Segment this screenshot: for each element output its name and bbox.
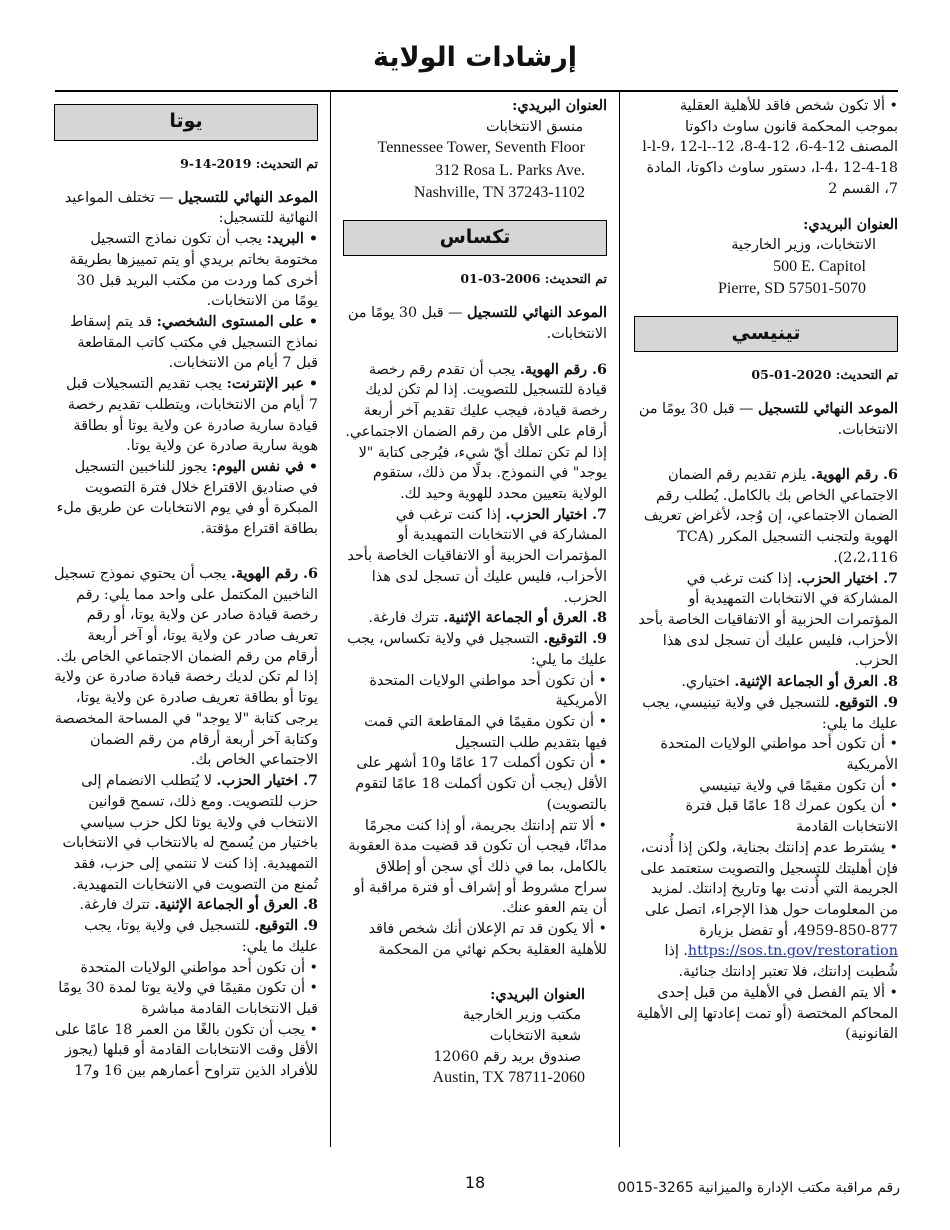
- state-header-texas: تكساس: [343, 220, 607, 257]
- ut-race: 8. العرق أو الجماعة الإثنية. تترك فارغة.: [79, 897, 318, 914]
- column-divider-left: [330, 92, 331, 1147]
- sd-mail-office: الانتخابات، وزير الخارجية: [731, 237, 876, 254]
- list-item: • أن تكون أحد مواطني الولايات المتحدة: [80, 959, 318, 976]
- sd-eligibility-continued: • ألا تكون شخص فاقد للأهلية العقلية بموجب المحكمة قانون ساوث داكوتا المصنف 12-4-6، 12-4-8، 12-l-l-9، 12-l-l-4، 12-4-18، دستور ساوث داكوتا، المادة 7، القسم 2: [642, 98, 898, 197]
- tn-id-number: 6. رقم الهوية. يلزم تقديم رقم الضمان الاجتماعي الخاص بك بالكامل. يُطلب رقم الضمان الاجتماعي، إن وُجد، لأغراض تعريف الهوية ولتجنب التسجيل المكرر (TCA 2،2،116).: [643, 466, 898, 566]
- column-divider-right: [619, 92, 620, 1147]
- ut-updated: تم التحديث: 2019-14-9: [180, 155, 318, 171]
- tx-signature: 9. التوقيع. التسجيل في ولاية تكساس، يجب عليك ما يلي:: [347, 631, 607, 668]
- ut-party: 7. اختيار الحزب. لا يُتطلب الانضمام إلى حزب للتصويت. ومع ذلك، تسمح قوانين الانتخاب في ولاية يوتا لكل حزب سياسي باختيار من يُسمح له بالانتخاب في الانتخابات التمهيدية. إذا كنت لا تنتمي إلى حزب، فقد تُمنع من التصويت في الانتخابات التمهيدية.: [62, 773, 318, 893]
- tn-updated: تم التحديث: 2020-01-05: [751, 367, 898, 383]
- tn-mail-street: 312 Rosa L. Parks Ave.: [435, 161, 585, 179]
- state-header-tennessee: تينيسي: [634, 316, 898, 353]
- list-item: • يجب أن تكون بالغًا من العمر 18 عامًا على الأقل وقت الانتخابات القادمة أو قبلها (يجوز للأفراد الذين تتراوح أعمارهم بين 16 و17: [55, 1021, 318, 1080]
- ut-deadline: الموعد النهائي للتسجيل — تختلف المواعيد النهائية للتسجيل:: [64, 189, 318, 227]
- tn-mail-label: العنوان البريدي:: [512, 98, 607, 114]
- list-item: • أن تكون مقيمًا في ولاية تينيسي: [699, 777, 898, 794]
- list-item: • أن تكون أحد مواطني الولايات المتحدة الأمريكية: [369, 672, 607, 710]
- list-item: • ألا يكون قد تم الإعلان أنك شخص فاقد للأهلية العقلية بحكم نهائي من المحكمة: [368, 921, 607, 958]
- tn-deadline: الموعد النهائي للتسجيل — قبل 30 يومًا من الانتخابات.: [638, 401, 898, 439]
- ut-mail: • البريد: يجب أن تكون نماذج التسجيل مختومة بخاتم بريدي أو يتم تمييزها بطريقة أخرى كما وردت من مكتب البريد قبل 30 يومًا من الانتخابات.: [69, 231, 318, 310]
- tn-party: 7. اختيار الحزب. إذا كنت ترغب في المشاركة في الانتخابات التمهيدية أو المؤتمرات الحزبية أو الاتفاقيات الخاصة بأحد الأحزاب، فليس عليك أن تسجل لدى هذا الحزب.: [638, 570, 898, 670]
- tx-updated: تم التحديث: 2006-03-01: [460, 271, 607, 287]
- page-title: إرشادات الولاية: [372, 42, 578, 73]
- ut-same-day: • في نفس اليوم: يجوز للناخبين التسجيل في صناديق الاقتراع خلال فترة التصويت المبكرة أو في يوم الانتخابات عن طريق ملء بطاقة اقتراع مؤقتة.: [56, 459, 318, 538]
- list-item: • أن تكون مقيمًا في المقاطعة التي قمت فيها بتقديم طلب التسجيل: [364, 713, 607, 751]
- tn-signature: 9. التوقيع. للتسجيل في ولاية تينيسي، يجب عليك ما يلي:: [642, 694, 898, 732]
- page-number: 18: [464, 1173, 486, 1192]
- tx-id-number: 6. رقم الهوية. يجب أن تقدم رقم رخصة قيادة للتسجيل للتصويت. إذا لم تكن لديك رخصة قيادة، فيجب عليك تقديم آخر أربعة أرقام على الأقل من رقم الضمان الاجتماعي. إذا لم تكن تملك أيّ شيء، فيُرجى كتابة "لا يوجد" في النموذج. بدلًا من ذلك، ستقوم الولاية بتعيين محدد للهوية وحيد لك.: [345, 361, 607, 503]
- list-item: • يشترط عدم إدانتك بجناية، ولكن إذا أُدنت، فإن أهليتك للتسجيل والتصويت ستعتمد على الجريمة التي أُدنت بها وتاريخ إدانتك. لمزيد من المعلومات حول هذا الإجراء، اتصل على 877-850-4959، أو تفضل بزيارة https://sos.tn.gov/restoration. إذا شُطبت إدانتك، فلا تعتبر إدانتك جنائية.: [640, 839, 898, 981]
- state-header-utah: يوتا: [54, 104, 318, 141]
- tx-mail-office: مكتب وزير الخارجية: [462, 1007, 581, 1024]
- sd-mail-city: Pierre, SD 57501-5070: [718, 280, 866, 298]
- column-middle: [343, 96, 607, 1090]
- tx-race: 8. العرق أو الجماعة الإثنية. تترك فارغة.: [368, 610, 607, 627]
- list-item: • أن تكون مقيمًا في ولاية يوتا لمدة 30 يومًا قبل الانتخابات القادمة مباشرة: [58, 980, 318, 1017]
- title-rule: [55, 90, 898, 92]
- tn-mail-building: Tennessee Tower, Seventh Floor: [377, 139, 585, 157]
- tx-mail-division: شعبة الانتخابات: [489, 1028, 581, 1044]
- sd-mail-label: العنوان البريدي:: [803, 216, 898, 233]
- list-item: • ألا تتم إدانتك بجريمة، أو إذا كنت مجرمًا مدانًا، فيجب أن تكون قد قضيت مدة العقوبة بالكامل، بما في ذلك أي سجن أو إطلاق سراح مشروط أو إشراف أو فترة مراقبة أو أن يتم العفو عنك.: [348, 817, 607, 917]
- tx-mail-pobox: صندوق بريد رقم 12060: [433, 1048, 581, 1065]
- ut-in-person: • على المستوى الشخصي: قد يتم إسقاط نماذج التسجيل في مكتب كاتب المقاطعة قبل 7 أيام من الانتخابات.: [70, 313, 318, 372]
- ut-signature: 9. التوقيع. للتسجيل في ولاية يوتا، يجب عليك ما يلي:: [84, 918, 318, 955]
- list-item: • أن تكون أكملت 17 عامًا و10 أشهر على الأقل (يجب أن تكون أكملت 18 عامًا لتقوم بالتصويت): [355, 755, 607, 813]
- tx-mail-label: العنوان البريدي:: [490, 986, 585, 1003]
- tn-mail-city: Nashville, TN 37243-1102: [413, 184, 585, 202]
- list-item: • أن تكون أحد مواطني الولايات المتحدة الأمريكية: [660, 736, 898, 773]
- column-right: [634, 96, 898, 1045]
- list-item: • ألا يتم الفصل في الأهلية من قبل إحدى المحاكم المختصة (أو تمت إعادتها إلى الأهلية القانونية): [636, 984, 898, 1043]
- omb-control-number: رقم مراقبة مكتب الإدارة والميزانية 3265-0015: [617, 1180, 900, 1196]
- ut-id-number: 6. رقم الهوية. يجب أن يحتوي نموذج تسجيل الناخبين المكتمل على واحد مما يلي: رقم رخصة قيادة صادر عن ولاية يوتا، أو رقم تعريف صادر عن ولاية يوتا، أو آخر أربعة أرقام من رقم الضمان الاجتماعي الخاص بك. إذا لم تكن لديك رخصة قيادة صادرة عن ولاية يوتا أو بطاقة تعريف صادرة عن ولاية يوتا، يرجى كتابة "لا يوجد" في المساحة المخصصة وكتابة آخر أربعة أرقام من رقم الضمان الاجتماعي الخاص بك.: [54, 565, 318, 769]
- column-left: [54, 96, 318, 1082]
- tn-race: 8. العرق أو الجماعة الإثنية. اختياري.: [681, 674, 898, 691]
- sd-mail-street: 500 E. Capitol: [773, 258, 866, 276]
- list-item: • أن يكون عمرك 18 عامًا قبل فترة الانتخابات القادمة: [685, 798, 898, 836]
- restoration-link[interactable]: https://sos.tn.gov/restoration: [687, 943, 898, 960]
- tx-deadline: الموعد النهائي للتسجيل — قبل 30 يومًا من الانتخابات.: [347, 305, 607, 342]
- tx-party: 7. اختيار الحزب. إذا كنت ترغب في المشاركة في الانتخابات التمهيدية أو المؤتمرات الحزبية أو الاتفاقيات الخاصة بأحد الأحزاب، فليس عليك أن تسجل لدى هذا الحزب.: [347, 506, 607, 606]
- tn-mail-office: منسق الانتخابات: [486, 118, 583, 135]
- tx-mail-city: Austin, TX 78711-2060: [432, 1069, 585, 1087]
- ut-online: • عبر الإنترنت: يجب تقديم التسجيلات قبل 7 أيام من الانتخابات، ويتطلب تقديم رخصة قيادة سارية صادرة عن ولاية يوتا أو بطاقة هوية سارية صادرة عن ولاية يوتا.: [66, 376, 318, 455]
